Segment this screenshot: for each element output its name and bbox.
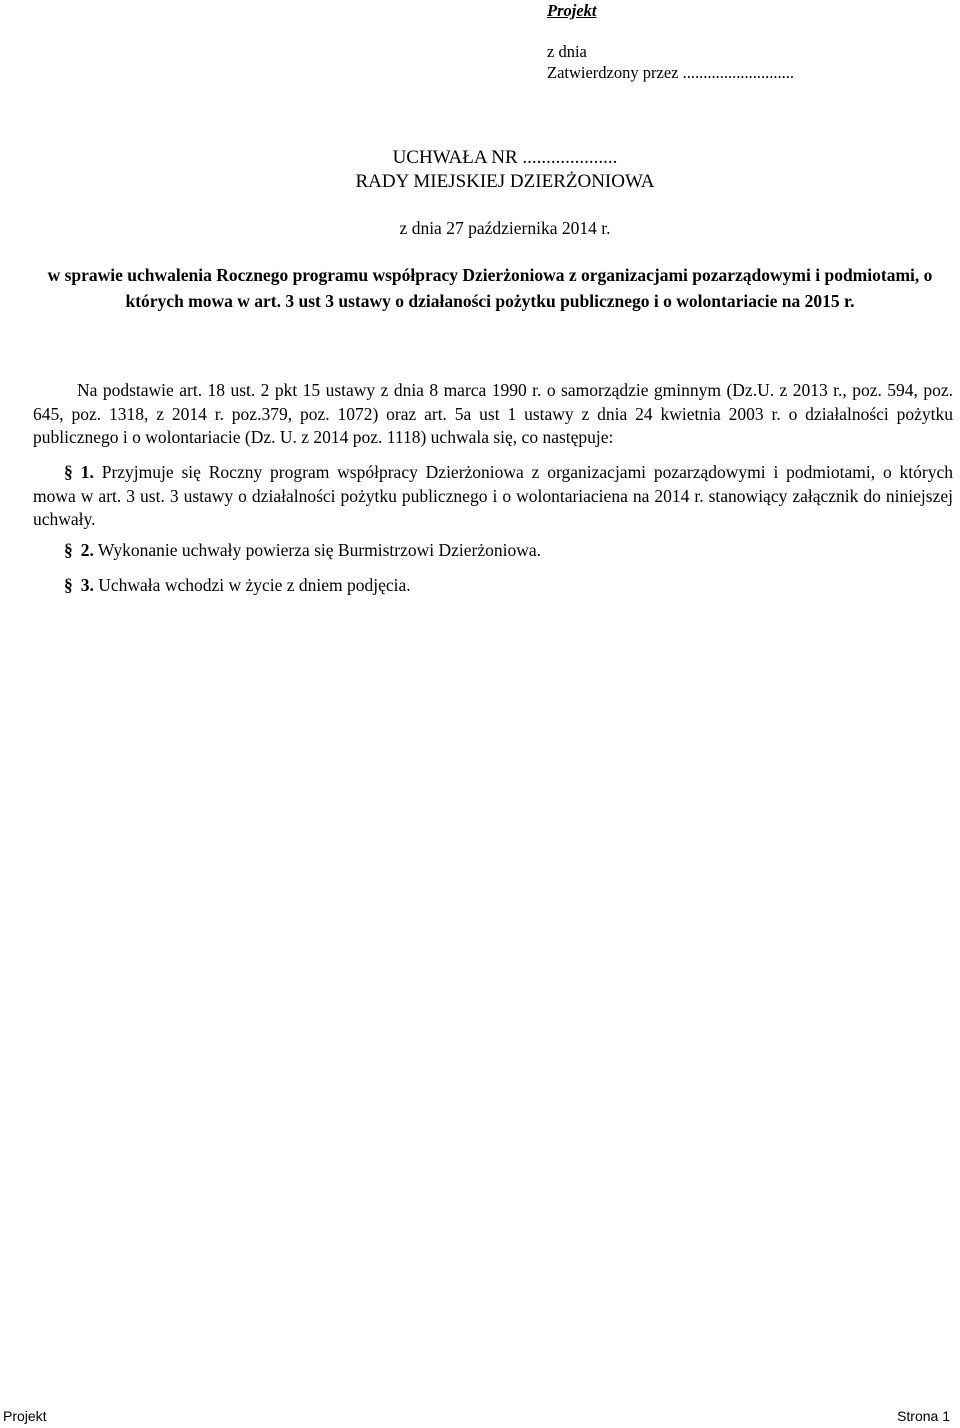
resolution-date: z dnia 27 października 2014 r. [399, 218, 611, 238]
paragraph-2 [33, 539, 953, 563]
footer-label: Projekt [3, 1408, 47, 1424]
approved-by-line: Zatwierdzony przez ........................... [547, 63, 794, 82]
paragraph-text: Przyjmuje się Roczny program współpracy Dzierżoniowa z organizacjami pozarządowymi i podmiotami, o których mowa w art. 3 ust. 3 ustawy o działalności pożytku publicznego i o wolontariaciena na 2014 r. stanowiący załącznik do niniejszej uchwały. [33, 462, 953, 529]
page-footer [3, 1406, 950, 1426]
draft-header [547, 0, 794, 83]
paragraph-1 [33, 461, 953, 532]
paragraph-3 [33, 574, 953, 598]
date-line: z dnia [547, 42, 587, 61]
draft-label: Projekt [547, 1, 597, 20]
paragraph-text: Wykonanie uchwały powierza się Burmistrzowi Dzierżoniowa. [93, 540, 542, 560]
resolution-number: UCHWAŁA NR .................... [392, 147, 618, 168]
paragraph-text: Uchwała wchodzi w życie z dniem podjęcia. [93, 575, 411, 595]
page-number: Strona 1 [897, 1408, 950, 1424]
section-sign-icon: § [64, 575, 73, 595]
paragraph-number: 3. [80, 575, 94, 595]
section-sign-icon: § [64, 540, 73, 560]
council-name: RADY MIEJSKIEJ DZIERŻONIOWA [355, 171, 655, 192]
legal-basis-preamble: Na podstawie art. 18 ust. 2 pkt 15 ustawy z dnia 8 marca 1990 r. o samorządzie gminnym (Dz.U. z 2013 r., poz. 594, poz. 645, poz. 1318, z 2014 r. poz.379, poz. 1072) oraz art. 5a ust 1 ustawy z dnia 24 kwietnia 2003 r. o działalności pożytku publicznego i o wolontariacie (Dz. U. z 2014 poz. 1118) uchwala się, co następuje: [33, 380, 953, 447]
paragraph-number: 1. [80, 462, 94, 482]
section-sign-icon: § [64, 462, 73, 482]
paragraph-number: 2. [80, 540, 94, 560]
resolution-subject: w sprawie uchwalenia Rocznego programu współpracy Dzierżoniowa z organizacjami pozarządowymi i podmiotami, o których mowa w art. 3 ust 3 ustawy o działaności pożytku publicznego i o wolontariacie na 2015 r. [47, 265, 933, 311]
